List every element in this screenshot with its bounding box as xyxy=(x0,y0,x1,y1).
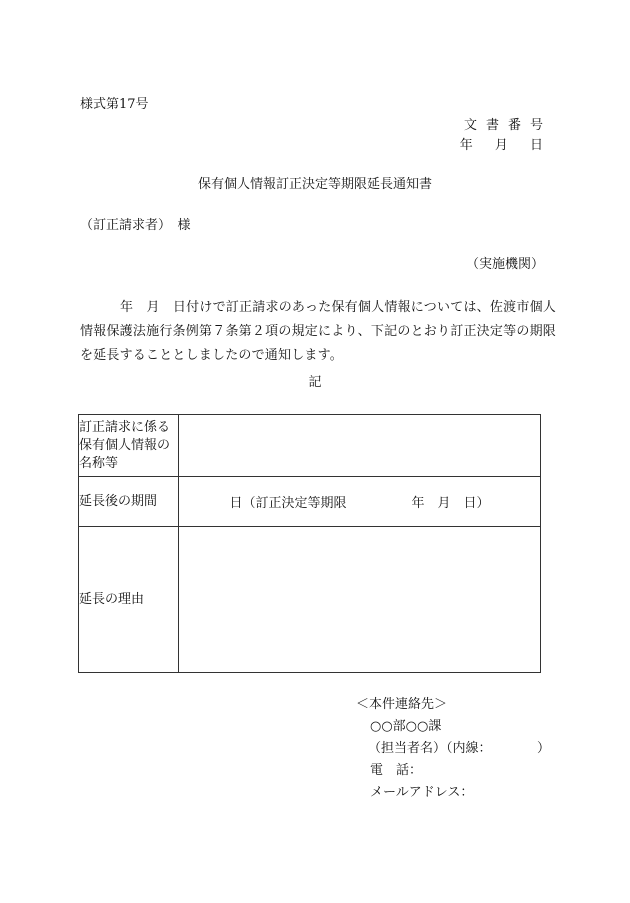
ki-heading: 記 xyxy=(308,375,322,390)
contact-block xyxy=(356,694,550,804)
row-value-extended-period: 日（訂正決定等期限 年 月 日） xyxy=(179,477,541,527)
contact-person: （担当者名）（内線： ） xyxy=(368,741,551,756)
table-row xyxy=(79,477,541,527)
document-date: 年 月 日 xyxy=(459,138,552,153)
document-number: 文書番号 xyxy=(463,118,552,133)
form-number: 様式第17号 xyxy=(80,97,149,112)
document-title: 保有個人情報訂正決定等期限延長通知書 xyxy=(197,177,432,192)
contact-phone: 電 話： xyxy=(370,763,423,778)
row-label-reason: 延長の理由 xyxy=(79,527,179,673)
row-value-reason xyxy=(179,527,541,673)
contact-heading: ＜本件連絡先＞ xyxy=(356,697,448,712)
issuing-agency: （実施機関） xyxy=(465,257,544,272)
row-value-info-name xyxy=(179,415,541,477)
addressee: （訂正請求者） 様 xyxy=(80,218,191,233)
extension-table xyxy=(78,414,541,673)
contact-email: メールアドレス： xyxy=(370,785,474,800)
table-row xyxy=(79,415,541,477)
contact-department: ○○部○○課 xyxy=(370,719,442,734)
notice-body: 年 月 日付けで訂正請求のあった保有個人情報については、佐渡市個人情報保護法施行条例第７条第２項の規定により、下記のとおり訂正決定等の期限を延長することとしましたので通知します。 xyxy=(80,300,556,363)
row-label-info-name: 訂正請求に係る保有個人情報の名称等 xyxy=(79,415,179,477)
table-row xyxy=(79,527,541,673)
row-label-extended-period: 延長後の期間 xyxy=(79,477,179,527)
